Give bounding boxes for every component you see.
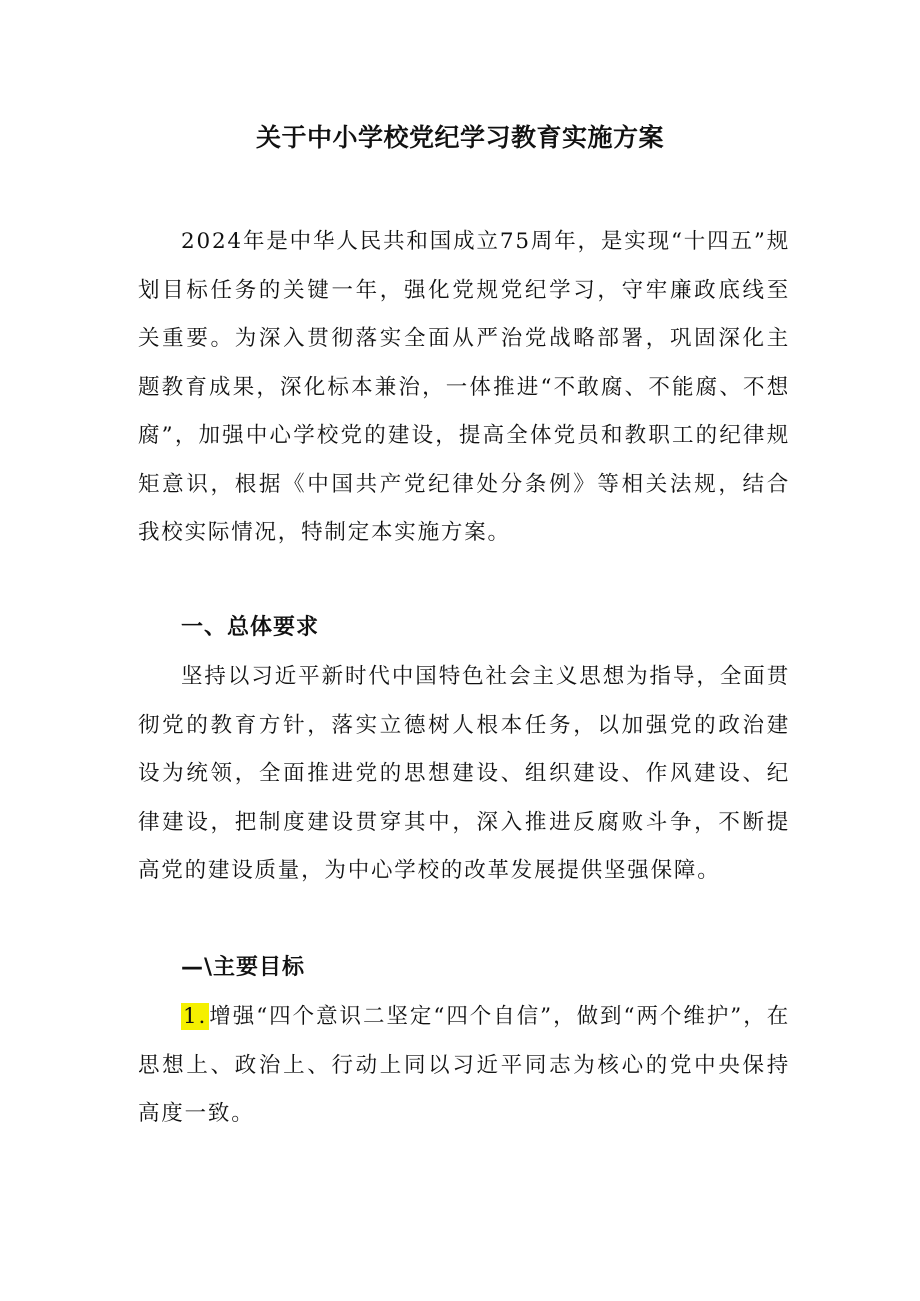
goal-item-1-text: 增强“四个意识二坚定“四个自信”，做到“两个维护”，在思想上、政治上、行动上同以习近平同志为核心的党中央保持高度一致。 [138, 1004, 790, 1126]
highlighted-item-number: 1. [183, 1004, 208, 1029]
section-heading-main-goals: —\主要目标 [181, 955, 306, 980]
document-title: 关于中小学校党纪学习教育实施方案 [255, 123, 664, 152]
goal-item-1 [138, 993, 790, 1139]
intro-paragraph: 2024年是中华人民共和国成立75周年，是实现“十四五”规划目标任务的关键一年，强化党规党纪学习，守牢廉政底线至关重要。为深入贯彻落实全面从严治党战略部署，巩固深化主题教育成果，深化标本兼治，一体推进“不敢腐、不能腐、不想腐”，加强中心学校党的建设，提高全体党员和教职工的纪律规矩意识，根据《中国共产党纪律处分条例》等相关法规，结合我校实际情况，特制定本实施方案。 [138, 229, 790, 545]
general-requirements-paragraph: 坚持以习近平新时代中国特色社会主义思想为指导，全面贯彻党的教育方针，落实立德树人根本任务，以加强党的政治建设为统领，全面推进党的思想建设、组织建设、作风建设、纪律建设，把制度建设贯穿其中，深入推进反腐败斗争，不断提高党的建设质量，为中心学校的改革发展提供坚强保障。 [138, 664, 790, 883]
section-heading-general-requirements: 一、总体要求 [181, 615, 320, 640]
